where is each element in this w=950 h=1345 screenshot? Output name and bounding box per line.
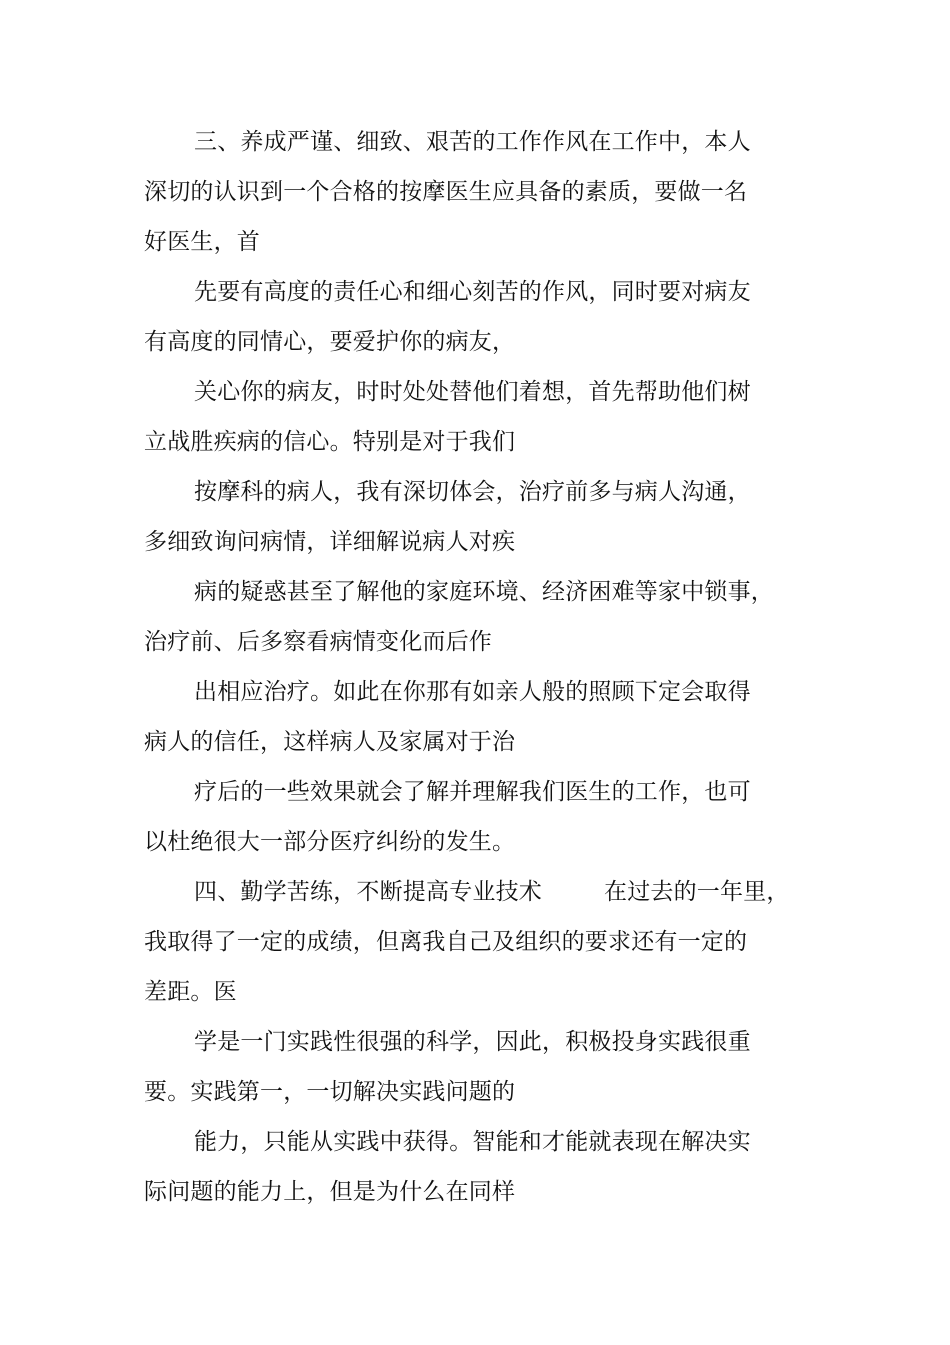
paragraph-line: 三、养成严谨、细致、艰苦的工作作风在工作中，本人 — [194, 129, 751, 155]
section-heading-continuation: 在过去的一年里， — [604, 879, 790, 905]
paragraph-line: 我取得了一定的成绩，但离我自己及组织的要求还有一定的 — [144, 929, 748, 955]
paragraph-line: 疗后的一些效果就会了解并理解我们医生的工作，也可 — [194, 779, 751, 805]
paragraph-line: 差距。医 — [144, 979, 237, 1005]
paragraph-line: 病人的信任，这样病人及家属对于治 — [144, 729, 516, 755]
paragraph-line: 关心你的病友，时时处处替他们着想，首先帮助他们树 — [194, 379, 751, 405]
paragraph-line: 病的疑惑甚至了解他的家庭环境、经济困难等家中锁事， — [194, 579, 774, 605]
paragraph-line: 好医生，首 — [144, 229, 260, 255]
paragraph-line: 出相应治疗。如此在你那有如亲人般的照顾下定会取得 — [194, 679, 751, 705]
paragraph-line: 多细致询问病情，详细解说病人对疾 — [144, 529, 516, 555]
section-heading-line — [194, 877, 790, 907]
paragraph-line: 深切的认识到一个合格的按摩医生应具备的素质，要做一名 — [144, 179, 748, 205]
paragraph-line: 学是一门实践性很强的科学，因此，积极投身实践很重 — [194, 1029, 751, 1055]
paragraph-line: 能力，只能从实践中获得。智能和才能就表现在解决实 — [194, 1129, 751, 1155]
paragraph-line: 按摩科的病人，我有深切体会，治疗前多与病人沟通， — [194, 479, 751, 505]
paragraph-line: 治疗前、后多察看病情变化而后作 — [144, 629, 492, 655]
paragraph-line: 有高度的同情心，要爱护你的病友， — [144, 329, 516, 355]
paragraph-line: 先要有高度的责任心和细心刻苦的作风，同时要对病友 — [194, 279, 751, 305]
section-heading: 四、勤学苦练，不断提高专业技术 — [194, 879, 542, 905]
paragraph-line: 际问题的能力上，但是为什么在同样 — [144, 1179, 516, 1205]
paragraph-line: 立战胜疾病的信心。特别是对于我们 — [144, 429, 516, 455]
paragraph-line: 要。实践第一，一切解决实践问题的 — [144, 1079, 516, 1105]
paragraph-line: 以杜绝很大一部分医疗纠纷的发生。 — [144, 829, 516, 855]
